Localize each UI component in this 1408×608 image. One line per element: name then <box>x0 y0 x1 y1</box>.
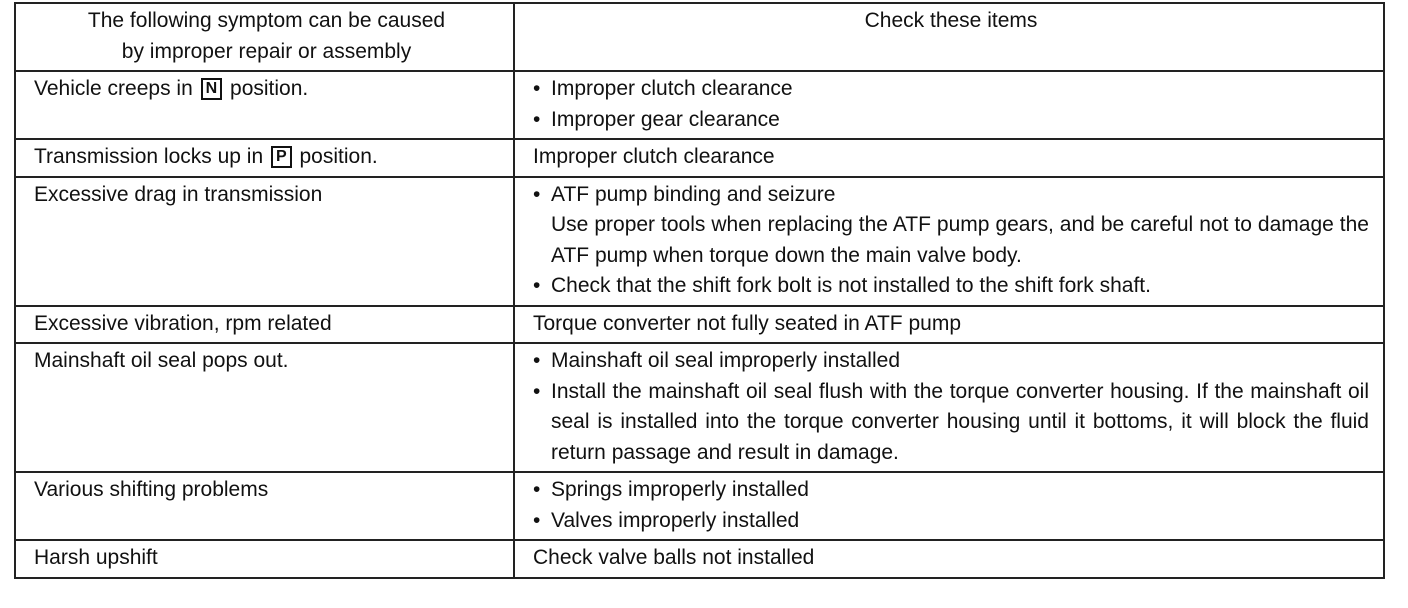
check-cell <box>514 306 1384 344</box>
symptom-cell <box>15 139 514 177</box>
check-item-text: Check that the shift fork bolt is not installed to the shift fork shaft. <box>551 274 1151 297</box>
check-item-text: Check valve balls not installed <box>533 546 815 569</box>
bullet-icon: • <box>533 379 541 403</box>
check-item-text: Mainshaft oil seal improperly installed <box>551 349 900 372</box>
header-symptom <box>15 3 514 71</box>
symptom-text: position. <box>230 77 309 100</box>
check-item <box>533 377 1369 469</box>
check-item <box>533 346 1369 377</box>
table-row <box>15 540 1384 578</box>
check-item-text: ATF pump binding and seizure <box>551 182 836 206</box>
symptom-cell <box>15 540 514 578</box>
check-item-text: Springs improperly installed <box>551 478 809 501</box>
symptom-cell <box>15 343 514 472</box>
header-symptom-line2: by improper repair or assembly <box>121 39 412 63</box>
symptom-text: Vehicle creeps in <box>34 77 193 100</box>
symptom-cell <box>15 472 514 540</box>
symptom-text: Excessive drag in transmission <box>34 182 323 206</box>
check-item-text: Torque converter not fully seated in ATF pump <box>533 311 961 335</box>
troubleshooting-table <box>14 2 1385 579</box>
check-item <box>533 180 1369 211</box>
check-item-note: Use proper tools when replacing the ATF pump gears, and be careful not to damage the ATF pump when torque down the main valve body. <box>551 213 1369 267</box>
bullet-icon: • <box>533 349 541 372</box>
check-item-text: Install the mainshaft oil seal flush with the torque converter housing. If the mainshaft oil seal is installed into the torque converter housing until it bottoms, it will block the fluid return passage and result in damage. <box>551 379 1369 464</box>
bullet-icon: • <box>533 107 541 131</box>
header-check: Check these items <box>514 3 1384 71</box>
table-row <box>15 139 1384 177</box>
check-item-text: Improper gear clearance <box>551 107 780 131</box>
check-item <box>533 475 1369 506</box>
symptom-cell <box>15 71 514 139</box>
table-row <box>15 343 1384 472</box>
check-item <box>533 506 1369 537</box>
header-row <box>15 3 1384 71</box>
symptom-text: Transmission locks up in <box>34 145 264 168</box>
bullet-icon: • <box>533 77 541 100</box>
symptom-text: Excessive vibration, rpm related <box>34 311 332 335</box>
check-item-text: Improper clutch clearance <box>551 77 793 100</box>
n-position-key: N <box>201 78 223 100</box>
bullet-icon: • <box>533 478 541 501</box>
check-item-text: Improper clutch clearance <box>533 145 775 168</box>
header-symptom-line1: The following symptom can be caused <box>87 9 446 32</box>
check-item <box>533 105 1369 136</box>
symptom-text: Harsh upshift <box>34 546 158 569</box>
check-cell <box>514 71 1384 139</box>
check-item <box>533 271 1369 302</box>
check-item <box>533 74 1369 105</box>
check-item-text: Valves improperly installed <box>551 508 800 532</box>
check-cell <box>514 472 1384 540</box>
bullet-icon: • <box>533 274 541 297</box>
check-cell <box>514 177 1384 306</box>
bullet-icon: • <box>533 508 541 532</box>
table-row <box>15 306 1384 344</box>
table-body <box>15 71 1384 578</box>
symptom-cell <box>15 177 514 306</box>
check-cell <box>514 540 1384 578</box>
table-row <box>15 71 1384 139</box>
bullet-icon: • <box>533 182 541 206</box>
symptom-text: Mainshaft oil seal pops out. <box>34 349 289 372</box>
check-cell <box>514 139 1384 177</box>
symptom-cell <box>15 306 514 344</box>
symptom-text: position. <box>299 145 378 168</box>
symptom-text: Various shifting problems <box>34 478 269 501</box>
check-cell <box>514 343 1384 472</box>
table-row <box>15 177 1384 306</box>
p-position-key: P <box>271 146 292 168</box>
table-row <box>15 472 1384 540</box>
